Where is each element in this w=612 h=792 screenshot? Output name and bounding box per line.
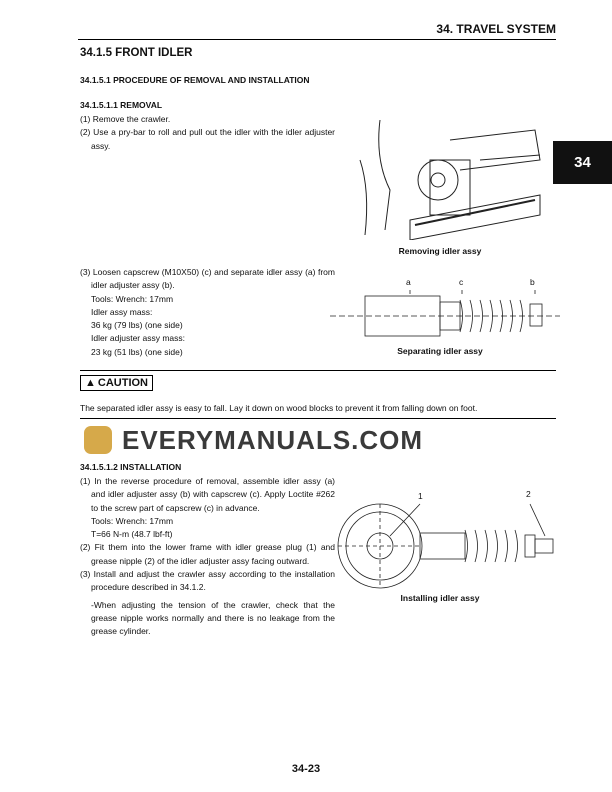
figure-caption: Removing idler assy — [398, 246, 482, 256]
caution-text: The separated idler assy is easy to fall. Lay it down on wood blocks to prevent it from falling down on foot. — [80, 403, 478, 413]
mass-value: 23 kg (51 lbs) (one side) — [91, 346, 183, 357]
page-number: 34-23 — [291, 763, 321, 775]
removal-step: (2) Use a pry-bar to roll and pull out the idler with the idler adjuster assy. — [80, 127, 335, 151]
removal-heading: 34.1.5.1.1 REMOVAL — [80, 100, 163, 110]
installing-idler-figure — [330, 502, 560, 590]
page-title: 34.1.5 FRONT IDLER — [80, 47, 193, 59]
label-c: c — [459, 277, 464, 287]
label-1: 1 — [418, 491, 423, 501]
installation-section — [80, 462, 335, 639]
mass-label: Idler assy mass: — [91, 306, 153, 317]
removal-step-3 — [80, 266, 335, 359]
install-note: -When adjusting the tension of the crawler, check that the grease nipple works normally and there is no leakage from the grease cylinder. — [91, 599, 335, 637]
install-step: (1) In the reverse procedure of removal, assemble idler assy (a) and idler adjuster assy (b) with capscrew (c). Apply Loctite #262 to the screw part of capscrew (c) in advance. — [80, 476, 335, 513]
removal-step: (1) Remove the crawler. — [80, 114, 171, 124]
label-2: 2 — [526, 489, 531, 499]
figure-caption: Separating idler assy — [397, 346, 483, 356]
installation-heading: 34.1.5.1.2 INSTALLATION — [80, 462, 182, 472]
caution-top-line — [80, 370, 556, 371]
tools-text: Tools: Wrench: 17mm — [91, 515, 174, 526]
removing-idler-figure — [350, 100, 550, 240]
chapter-tab: 34 — [553, 141, 612, 184]
torque-text: T=66 N-m (48.7 lbf-ft) — [91, 529, 173, 540]
section-header: 34. TRAVEL SYSTEM — [436, 22, 556, 36]
subtitle: 34.1.5.1 PROCEDURE OF REMOVAL AND INSTALLATION — [80, 75, 310, 85]
label-b: b — [530, 277, 535, 287]
step-text: (3) Loosen capscrew (M10X50) (c) and separate idler assy (a) from idler adjuster assy (b). — [80, 267, 335, 291]
header-divider — [78, 39, 556, 40]
watermark: EVERYMANUALS.COM — [122, 425, 424, 455]
mass-value: 36 kg (79 lbs) (one side) — [91, 320, 183, 331]
caution-badge — [80, 375, 153, 391]
caution-label: CAUTION — [97, 377, 148, 389]
label-a: a — [406, 277, 411, 287]
watermark-logo — [84, 426, 112, 454]
separating-idler-figure — [330, 290, 560, 342]
removal-section — [80, 100, 335, 153]
caution-bottom-line — [80, 418, 556, 419]
install-step: (2) Fit them into the lower frame with idler grease plug (1) and grease nipple (2) of the idler adjuster assy facing outward. — [80, 542, 335, 566]
install-step: (3) Install and adjust the crawler assy according to the installation procedure described in 34.1.2. — [80, 569, 335, 593]
warning-icon: ▲ — [85, 377, 96, 389]
figure-caption: Installing idler assy — [400, 593, 480, 603]
tools-text: Tools: Wrench: 17mm — [91, 293, 174, 304]
mass-label: Idler adjuster assy mass: — [91, 333, 186, 344]
